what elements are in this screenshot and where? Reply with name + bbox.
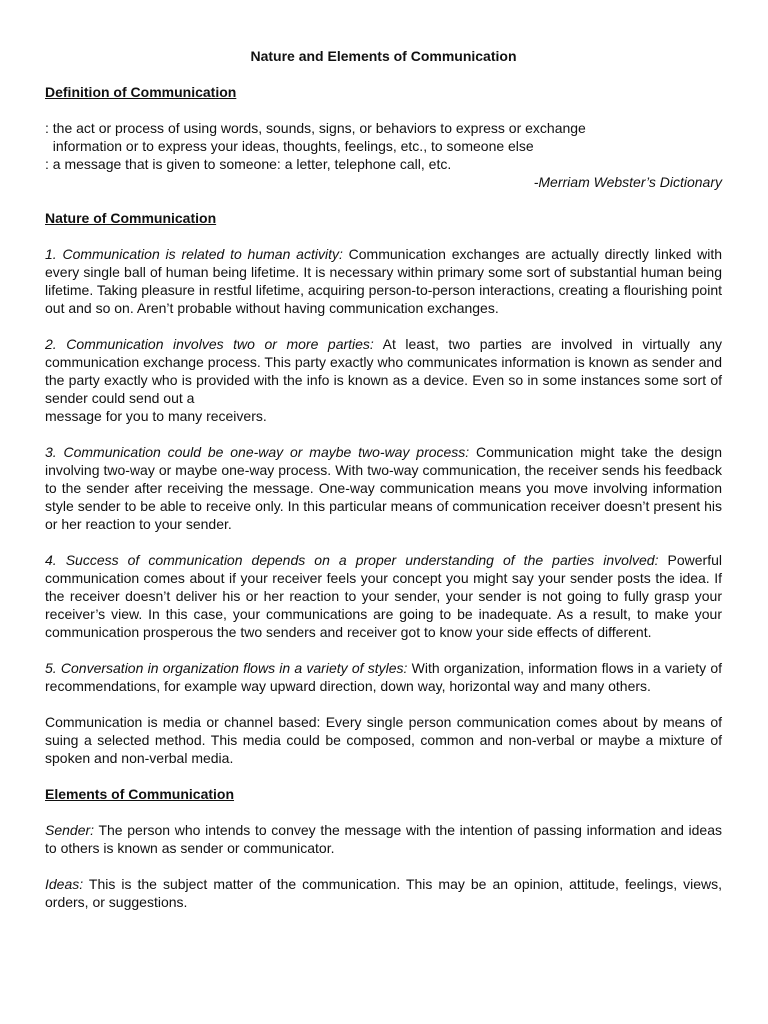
nature-heading: Nature of Communication <box>45 210 217 226</box>
nature-item-lead: 5. Conversation in organization flows in a variety of styles: <box>45 660 408 676</box>
element-lead: Sender: <box>45 822 95 838</box>
element-sender <box>45 821 722 857</box>
nature-item-body: With organization, information flows in a variety of recommendations, for example way upward direction, down way, horizontal way and many others. <box>45 660 722 694</box>
nature-item-body: Powerful communication comes about if your receiver feels your concept you might say your sender posts the idea. If the receiver doesn’t deliver his or her reaction to your sender, your sender is not going to fully grasp your receiver’s view. In this case, your communications are going to be inadequate. As a result, to make your communication prosperous the two senders and receiver got to know your side effects of different. <box>45 552 723 640</box>
nature-item-tail: message for you to many receivers. <box>45 408 267 424</box>
nature-item-4 <box>45 551 722 641</box>
nature-item-lead: 3. Communication could be one-way or maybe two-way process: <box>45 444 470 460</box>
nature-item-lead: 4. Success of communication depends on a proper understanding of the parties involved: <box>45 552 659 568</box>
definition-line: : the act or process of using words, sounds, signs, or behaviors to express or exchange <box>45 120 586 136</box>
definition-heading: Definition of Communication <box>45 84 237 100</box>
definition-line: information or to express your ideas, thoughts, feelings, etc., to someone else <box>45 138 534 154</box>
elements-heading: Elements of Communication <box>45 786 235 802</box>
definition-source: -Merriam Webster’s Dictionary <box>533 174 722 190</box>
nature-item-body: At least, two parties are involved in virtually any communication exchange process. This party exactly who communicates information is known as sender and the party exactly who is provided with the info is known as a device. Even so in some instances some sort of sender could send out a <box>45 336 722 406</box>
nature-item-1 <box>45 245 722 317</box>
element-lead: Ideas: <box>45 876 84 892</box>
nature-item-body: Communication might take the design involving two-way or maybe one-way process. With two-way communication, the receiver sends his feedback to the sender after receiving the message. One-way communication means you move involving information style sender to be able to receive only. In this particular means of communication receiver doesn’t present his or her reaction to your sender. <box>45 444 722 532</box>
element-body: The person who intends to convey the message with the intention of passing information and ideas to others is known as sender or communicator. <box>45 822 722 856</box>
element-body: This is the subject matter of the communication. This may be an opinion, attitude, feelings, views, orders, or suggestions. <box>45 876 722 910</box>
document-page <box>45 47 722 929</box>
element-ideas <box>45 875 722 911</box>
nature-item-lead: 2. Communication involves two or more parties: <box>45 336 374 352</box>
nature-closing: Communication is media or channel based: Every single person communication comes about by means of suing a selected method. This media could be composed, common and non-verbal or maybe a mixture of spoken and non-verbal media. <box>45 714 722 766</box>
nature-item-5 <box>45 659 722 695</box>
definition-line: : a message that is given to someone: a letter, telephone call, etc. <box>45 156 452 172</box>
nature-item-3 <box>45 443 722 533</box>
nature-item-body: Communication exchanges are actually directly linked with every single ball of human being lifetime. It is necessary within primary some sort of substantial human being lifetime. Taking pleasure in restful lifetime, acquiring person-to-person interactions, creating a flourishing point out and so on. Aren’t probable without having communication exchanges. <box>45 246 722 316</box>
document-title: Nature and Elements of Communication <box>250 48 517 64</box>
nature-item-lead: 1. Communication is related to human activity: <box>45 246 343 262</box>
nature-item-2 <box>45 335 722 425</box>
